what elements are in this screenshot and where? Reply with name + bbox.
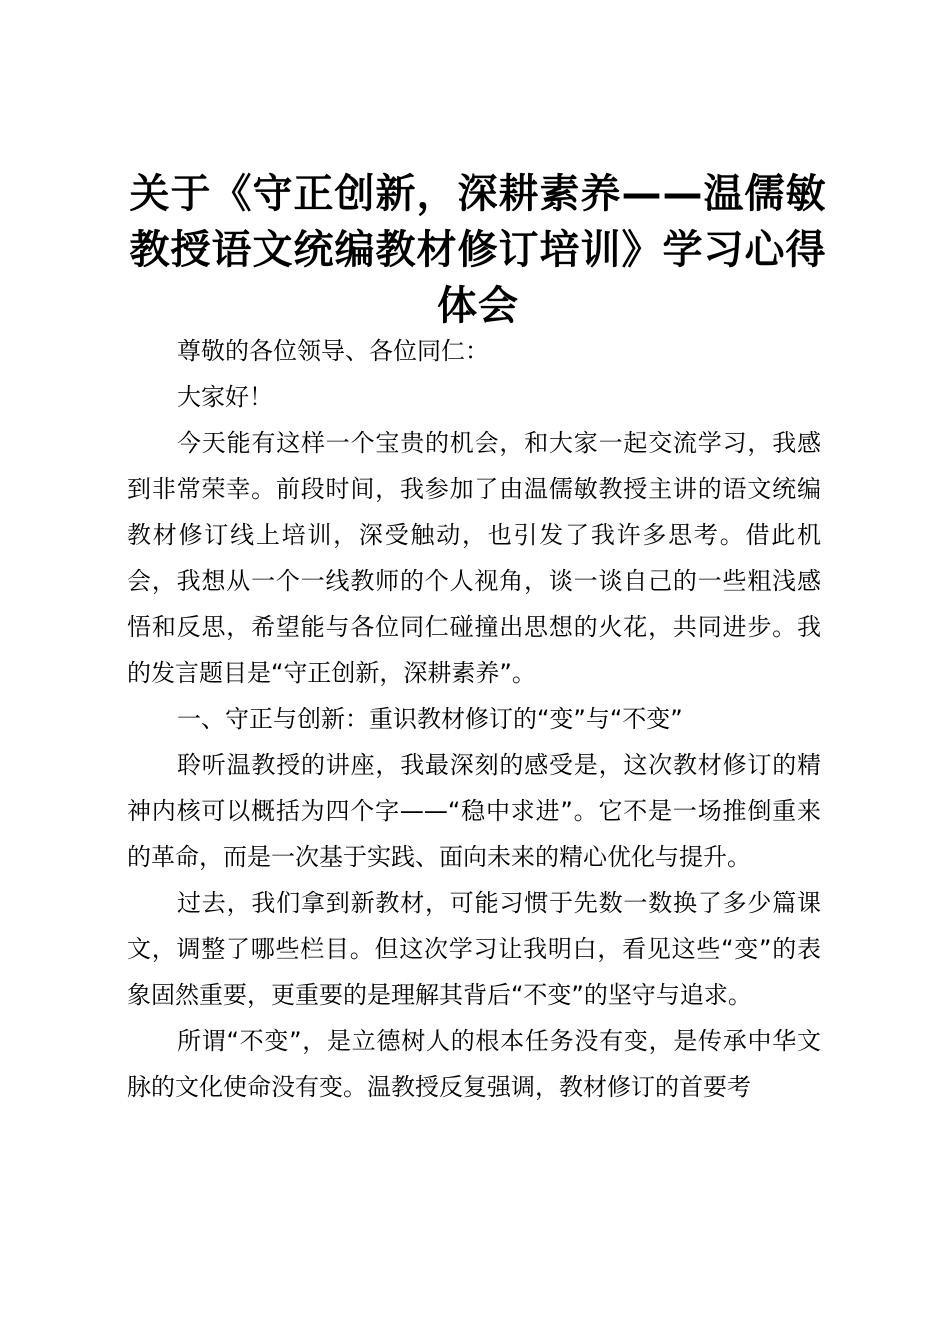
greeting: 大家好！ [177,383,273,411]
paragraph-3: 所谓“不变”，是立德树人的根本任务没有变，是传承中华文脉的文化使命没有变。温教授反复强调，教材修订的首要考 [127,1027,821,1101]
document-body [127,328,821,1110]
section-heading-1: 一、守正与创新：重识教材修订的“变”与“不变” [177,705,683,733]
paragraph-intro: 今天能有这样一个宝贵的机会，和大家一起交流学习，我感到非常荣幸。前段时间，我参加了由温儒敏教授主讲的语文统编教材修订线上培训，深受触动，也引发了我许多思考。借此机会，我想从一个一线教师的个人视角，谈一谈自己的一些粗浅感悟和反思，希望能与各位同仁碰撞出思想的火花，共同进步。我的发言题目是“守正创新，深耕素养”。 [127,429,821,687]
paragraph-1: 聆听温教授的讲座，我最深刻的感受是，这次教材修订的精神内核可以概括为四个字——“稳中求进”。它不是一场推倒重来的革命，而是一次基于实践、面向未来的精心优化与提升。 [127,751,821,871]
document-title: 关于《守正创新，深耕素养——温儒敏教授语文统编教材修订培训》学习心得体会 [129,171,827,329]
salutation: 尊敬的各位领导、各位同仁： [177,337,489,365]
paragraph-2: 过去，我们拿到新教材，可能习惯于先数一数换了多少篇课文，调整了哪些栏目。但这次学习让我明白，看见这些“变”的表象固然重要，更重要的是理解其背后“不变”的坚守与追求。 [127,889,821,1009]
